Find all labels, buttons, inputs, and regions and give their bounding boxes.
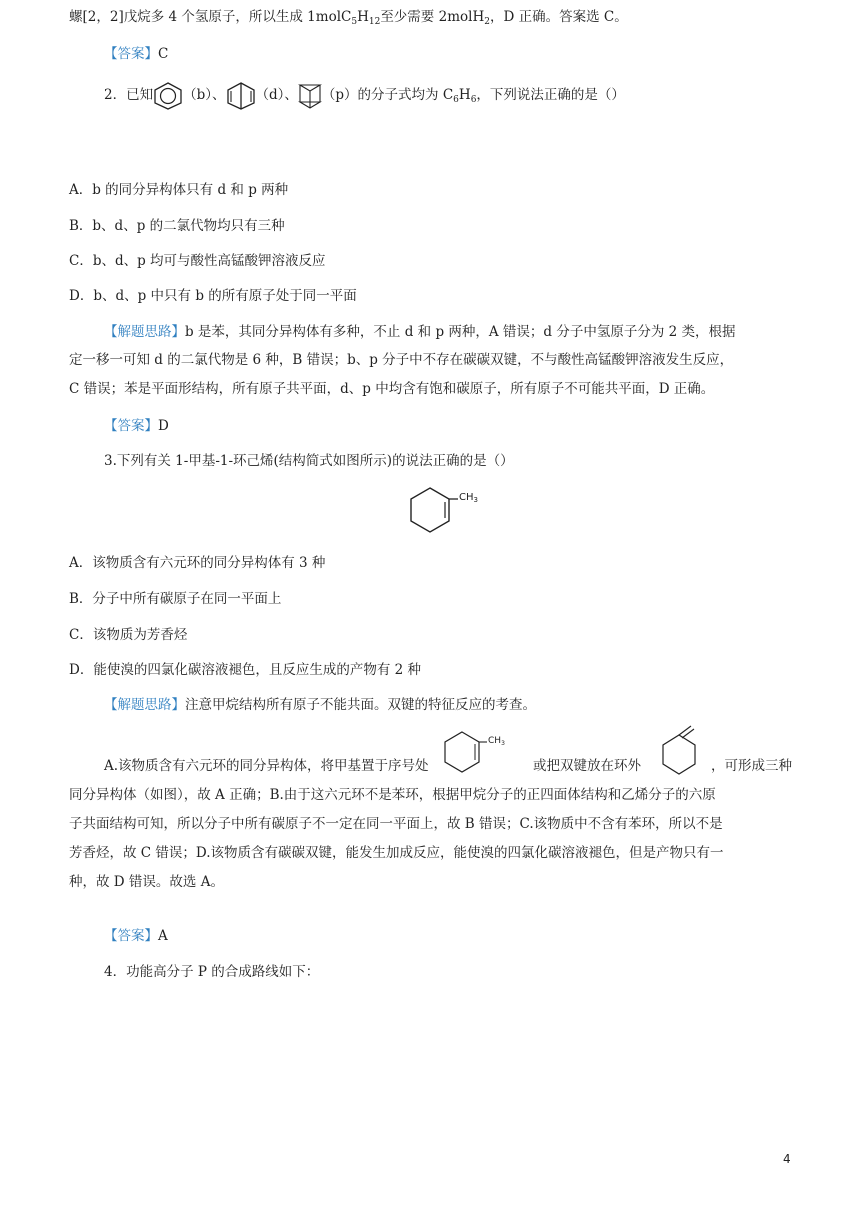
option-b: B．b、d、p 的二氯代物均只有三种 (69, 218, 285, 234)
question-4: 4．功能高分子 P 的合成路线如下： (104, 964, 320, 980)
explanation-3-line-1b: 或把双键放在环外 (533, 758, 641, 774)
isomer-methyl-position-structure (440, 730, 520, 776)
explanation-3-hint: 【解题思路】注意甲烷结构所有原子不能共面。双键的特征反应的考查。 (104, 697, 536, 713)
ch3-label: $CH_3$ (459, 492, 478, 504)
dewar-benzene-icon (226, 82, 256, 110)
answer-3: 【答案】A (104, 928, 168, 944)
option-d: D．能使溴的四氯化碳溶液褪色，且反应生成的产物有 2 种 (69, 662, 421, 678)
methylcyclohexene-structure (406, 485, 492, 535)
explanation-2-line-1: 【解题思路】b 是苯，其同分异构体有多种，不止 d 和 p 两种，A 错误；d 分子中氢原子分为 2 类，根据 (104, 324, 736, 340)
benzene-structure-icon (153, 82, 183, 110)
option-c: C．b、d、p 均可与酸性高锰酸钾溶液反应 (69, 253, 326, 269)
option-d: D．b、d、p 中只有 b 的所有原子处于同一平面 (69, 288, 357, 304)
page-number: 4 (783, 1152, 791, 1166)
exocyclic-double-bond-structure (655, 723, 707, 777)
question-3: 3.下列有关 1-甲基-1-环己烯(结构简式如图所示)的说法正确的是（） (104, 453, 514, 469)
answer-1: 【答案】C (104, 46, 169, 62)
option-c: C．该物质为芳香烃 (69, 627, 188, 643)
text-line: 螺[2，2]戊烷多 4 个氢原子，所以生成 $1molC_5H_{12}$至少需要 2molH$_2$，D 正确。答案选 C。 (69, 9, 628, 27)
explanation-3-line-1a: A.该物质含有六元环的同分异构体，将甲基置于序号处 (104, 758, 429, 774)
explanation-3-line-5: 种，故 D 错误。故选 A。 (69, 874, 224, 890)
explanation-3-line-4: 芳香烃，故 C 错误；D.该物质含有碳碳双键，能发生加成反应，能使溴的四氯化碳溶液褪色，但是产物只有一 (69, 845, 724, 861)
ch3-label: $CH_3$ (488, 736, 505, 747)
prismane-icon (298, 82, 322, 110)
explanation-2-line-2: 定一移一可知 d 的二氯代物是 6 种，B 错误；b、p 分子中不存在碳碳双键，不与酸性高锰酸钾溶液发生反应， (69, 352, 734, 368)
option-a: A．该物质含有六元环的同分异构体有 3 种 (69, 555, 326, 571)
option-a: A．b 的同分异构体只有 d 和 p 两种 (69, 182, 289, 198)
answer-2: 【答案】D (104, 418, 169, 434)
question-2: 2．已知 （b）、 （d）、 （p）的分子式均为 $C_6H_6$，下列说法正确的是（） (104, 80, 625, 115)
explanation-3-line-2: 同分异构体（如图），故 A 正确；B.由于这六元环不是苯环，根据甲烷分子的正四面体结构和乙烯分子的六原 (69, 787, 716, 803)
explanation-3-line-3: 子共面结构可知，所以分子中所有碳原子不一定在同一平面上，故 B 错误；C.该物质中不含有苯环，所以不是 (69, 816, 723, 832)
option-b: B．分子中所有碳原子在同一平面上 (69, 591, 282, 607)
explanation-2-line-3: C 错误；苯是平面形结构，所有原子共平面，d、p 中均含有饱和碳原子，所有原子不可能共平面，D 正确。 (69, 381, 715, 397)
explanation-3-line-1c: ，可形成三种 (711, 758, 792, 774)
